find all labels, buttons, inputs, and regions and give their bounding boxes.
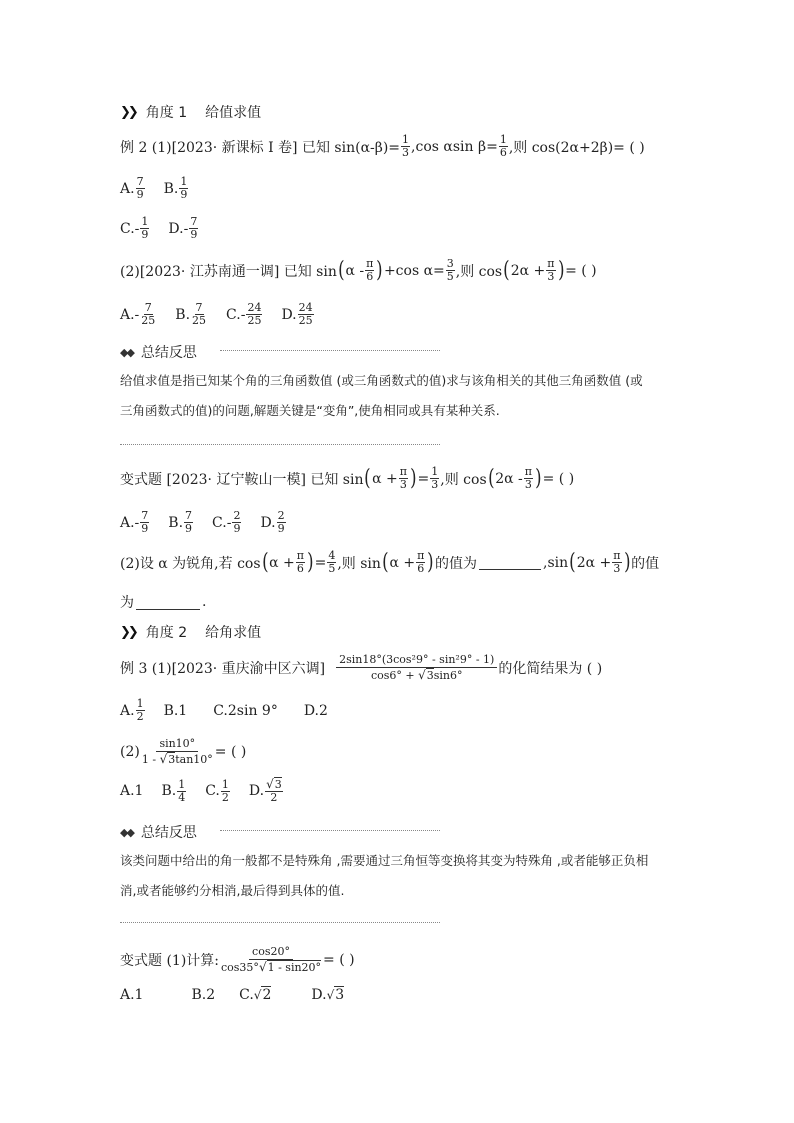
variant-question-1: 变式题 [2023· 辽宁鞍山一模] 已知 sin ( α + $\frac{\pi}{3}$ ) = $\frac{1}{3}$ ,则 cos ( 2α - $\frac{\pi}{3}$ ) = ( ) (120, 465, 575, 491)
option-a: A. $\frac{7}{9}$ (120, 175, 144, 201)
summary-text-2: 该类问题中给出的角一般都不是特殊角 ,需要通过三角恒等变换将其变为特殊角 ,或者能够正负相 消,或者能够约分相消,最后得到具体的值. (120, 853, 649, 898)
section-subtitle: 给角求值 (205, 625, 262, 641)
section-heading-1 (120, 102, 261, 122)
example-2-question-1: 例 2 (1)[2023· 新课标 Ⅰ 卷] 已知 sin(α-β)= $\frac{1}{3}$ ,cos αsin β= $\frac{1}{6}$ ,则 cos(2α+2β)= ( ) (120, 133, 645, 159)
diamond-icon: ◆◆ (120, 825, 133, 839)
variant-question-1-options (120, 510, 305, 535)
section-title: 角度 2 (145, 625, 188, 641)
option-d: D.2 (303, 702, 328, 719)
option-a: A.1 (120, 986, 144, 1003)
option-b: B. $\frac{1}{4}$ (161, 777, 186, 804)
option-d: D. $\frac{24}{25}$ (281, 301, 313, 327)
variant-question-2: (2)设 α 为锐角,若 cos ( α + $\frac{\pi}{6}$ ) = $\frac{4}{5}$ ,则 sin ( α + $\frac{\pi}{6}$ ) 的值为 ,sin ( 2α + $\frac{\pi}{3}$ ) 的值 (120, 549, 660, 575)
option-b: B.2 (191, 986, 216, 1003)
option-c: C. $\frac{1}{2}$ (205, 777, 229, 804)
dotted-divider (120, 444, 440, 445)
dotted-divider (120, 922, 440, 923)
double-chevron-icon: ❯❯ (120, 104, 136, 120)
fraction: $\frac{\text{2sin18°(3cos²9° - sin²9° - 1)}}{\cos 6^\circ + √3\sin 6^\circ}$ (336, 652, 497, 683)
summary-heading-1: ◆◆ 总结反思 (120, 345, 197, 361)
example-2-options-row-1 (120, 176, 207, 201)
option-b: B. $\frac{7}{9}$ (168, 509, 193, 535)
example-2-options-row-2 (120, 216, 217, 241)
fraction: $\frac{1}{6}$ (499, 133, 507, 159)
option-c: C.2sin 9° (213, 702, 278, 719)
double-chevron-icon: ❯❯ (120, 624, 136, 640)
option-d: D. $\frac{2}{9}$ (260, 509, 285, 535)
option-d: D.- $\frac{7}{9}$ (168, 215, 198, 241)
dotted-divider (220, 830, 440, 831)
option-c: C.- $\frac{2}{9}$ (212, 509, 241, 535)
variant-2-options (120, 986, 362, 1003)
option-a: A.- $\frac{7}{9}$ (120, 509, 149, 535)
answer-blank[interactable] (136, 595, 200, 610)
section-heading-2 (120, 622, 261, 642)
variant-question-2-line2: 为 . (120, 594, 207, 611)
fraction: $\frac{\sin 10^\circ}{1 - √3\tan 10^\circ}$ (141, 737, 213, 766)
option-d: D. $\frac{√3}{2}$ (248, 777, 282, 804)
diamond-icon: ◆◆ (120, 345, 133, 359)
option-b: B. $\frac{7}{25}$ (175, 301, 207, 327)
summary-text-1: 给值求值是指已知某个角的三角函数值 (或三角函数式的值)求与该角相关的其他三角函数值 (或 三角函数式的值)的问题,解题关键是“变角”,使角相同或具有某种关系. (120, 373, 643, 418)
example-3-question-2-options (120, 778, 302, 804)
option-b: B. $\frac{1}{9}$ (163, 175, 188, 201)
example-2-question-2: (2)[2023· 江苏南通一调] 已知 sin ( α - $\frac{\pi}{6}$ ) +cos α= $\frac{3}{5}$ ,则 cos ( 2α + $\frac{\pi}{3}$ ) = ( ) (120, 257, 597, 283)
section-title: 角度 1 (145, 105, 188, 121)
variant-2-question: 变式题 (1)计算: $\frac{\cos 20^\circ}{\cos 35^\circ√1 - \sin 20^\circ}$ = ( ) (120, 945, 355, 974)
option-a: A. $\frac{1}{2}$ (120, 697, 144, 723)
fraction: $\frac{1}{3}$ (402, 133, 410, 159)
section-subtitle: 给值求值 (205, 105, 262, 121)
example-3-question-1-options (120, 698, 346, 723)
option-c: C. √ 2 (239, 986, 272, 1003)
option-c: C.- $\frac{24}{25}$ (226, 301, 262, 327)
summary-heading-2: ◆◆ 总结反思 (120, 825, 197, 841)
option-a: A.- $\frac{7}{25}$ (120, 301, 156, 327)
option-a: A.1 (120, 783, 144, 799)
dotted-divider (220, 350, 440, 351)
option-b: B.1 (163, 702, 188, 719)
answer-blank[interactable] (479, 555, 541, 570)
example-2-question-2-options (120, 302, 333, 327)
option-c: C.- $\frac{1}{9}$ (120, 215, 149, 241)
fraction: $\frac{\cos 20^\circ}{\cos 35^\circ√1 - \sin 20^\circ}$ (221, 945, 322, 974)
option-d: D. √ 3 (311, 986, 345, 1003)
example-3-question-1: 例 3 (1)[2023· 重庆渝中区六调] $\frac{\text{2sin18°(3cos²9° - sin²9° - 1)}}{\cos 6^\circ + √3\sin 6^\circ}$ 的化简结果为 ( ) (120, 653, 603, 682)
example-3-question-2: (2) $\frac{\sin 10^\circ}{1 - √3\tan 10^\circ}$ = ( ) (120, 737, 247, 766)
